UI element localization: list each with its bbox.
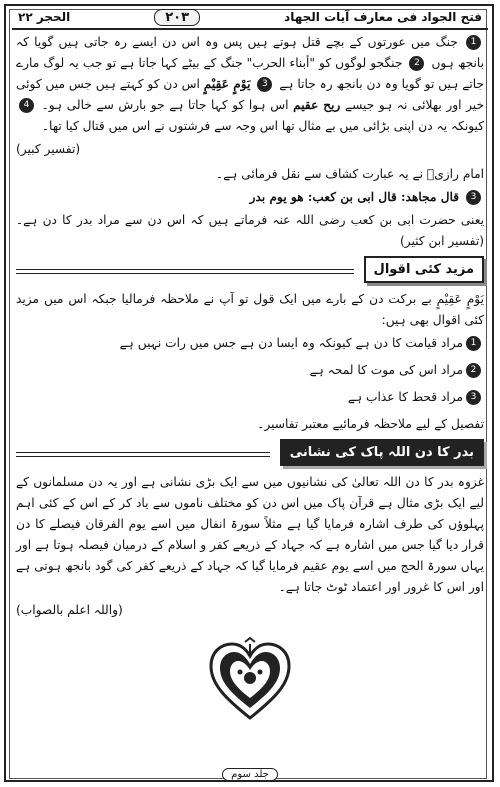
section2-closing: (واللہ اعلم بالصواب) bbox=[16, 603, 123, 617]
reeh-aqeem-term: ريح عقيم bbox=[293, 98, 341, 112]
arabic-quote: قال مجاهد: قال ابی بن کعب: هو یوم بدر bbox=[249, 190, 460, 204]
surah-label: الحجر ۲۲ bbox=[18, 10, 71, 24]
number-badge: 3 bbox=[466, 190, 481, 205]
razi-line: امام رازیؒ نے یہ عبارت کشاف سے نقل فرمائی ہے۔ bbox=[215, 167, 484, 181]
section1-intro: يَوْمٍ عَقِيْمٍ بے برکت دن کے بارے میں ایک قول تو آپ نے ملاحظہ فرمالیا جبکہ اس میں مزید کئی اقوال بھی ہیں: bbox=[16, 292, 484, 327]
page-number: ۲۰۳ bbox=[154, 9, 200, 26]
page-content bbox=[16, 32, 484, 625]
intro-line-1: جنگ میں عورتوں کے بچے قتل ہوتے ہیں پس وہ اس دن ایسے رہ جاتی ہیں گویا کہ بانجھ ہوں bbox=[16, 35, 484, 70]
list-item bbox=[16, 387, 484, 408]
list-item-text: مراد اس کی موت کا لمحہ ہے bbox=[309, 363, 463, 377]
number-badge: 2 bbox=[466, 363, 481, 378]
section-heading-badr: بدر کا دن اللہ پاک کی نشانی bbox=[280, 439, 484, 466]
intro-line-2: جنگجو لوگوں کو "أبناء الحرب" جنگ کے بیٹے کہا جاتا ہے تو جب یہ لوگ مارے جاتے ہیں تو گویا وہ دن بانجھ رہ جاتا ہے bbox=[16, 56, 484, 91]
intro-paragraph bbox=[16, 32, 484, 137]
yawm-aqeem-term: يَوْمٍ عَقِيْمٍ bbox=[203, 77, 251, 91]
razi-translation: یعنی حضرت ابی بن کعب رضی اللہ عنہ فرماتے ہیں کہ اس دن سے مراد بدر کا دن ہے۔(تفسیر ابن کثیر) bbox=[16, 213, 484, 248]
list-item-text: مراد قحط کا عذاب ہے bbox=[347, 390, 463, 404]
section2-paragraph: غزوہ بدر کا دن اللہ تعالیٰ کی نشانیوں میں سے ایک بڑی نشانی ہے اور یہ دن مسلمانوں کے لیے ایک بڑی مثال ہے قرآن پاک میں اس دن کو مختلف ناموں سے یاد کر کے اس کے کئی اہم پہلوؤں کی طرف اشارہ فرمایا گیا ہے مثلاً سورۃ انفال میں اسے یوم الفرقان فیصلے کا دن قرار دیا گیا جس میں اشارہ ہے کہ جہاد کے ذریعے کفر و اسلام کے درمیان فیصلہ ہوتا ہے اور یہاں سورۃ الحج میں اسے یوم عقیم فرمایا گیا کہ جہاد کے ذریعے کفر کی گود بانجھ ہوتی ہے اور اس کا غرور اور اعتماد ٹوٹ جاتا ہے۔ bbox=[15, 475, 484, 594]
number-badge: 1 bbox=[466, 35, 481, 50]
intro-reference: (تفسیر کبیر) bbox=[16, 142, 81, 156]
razi-arabic-line bbox=[16, 187, 484, 208]
section1-closing: تفصیل کے لیے ملاحظہ فرمائیے معتبر تفاسیر۔ bbox=[257, 417, 484, 431]
heart-ornament-icon bbox=[205, 636, 295, 726]
number-badge: 3 bbox=[466, 390, 481, 405]
page-header bbox=[12, 6, 488, 30]
number-badge: 3 bbox=[257, 77, 272, 92]
list-item-text: مراد قیامت کا دن ہے کیونکہ وہ ایسا دن ہے جس میں رات نہیں ہے bbox=[119, 336, 463, 350]
list-item bbox=[16, 360, 484, 381]
section-heading-row bbox=[16, 439, 484, 466]
section-heading-more-sayings: مزید کئی اقوال bbox=[364, 256, 484, 283]
heading-rule bbox=[16, 269, 354, 270]
section-heading-row bbox=[16, 256, 484, 283]
volume-label: جلد سوم bbox=[222, 768, 278, 781]
intro-line-3: اس دن کو کہتے ہیں جس میں کوئی خیر اور بھلائی نہ ہو جیسے bbox=[15, 77, 485, 112]
number-badge: 1 bbox=[466, 336, 481, 351]
number-badge: 2 bbox=[409, 56, 424, 71]
intro-line-4: اس ہوا کو کہا جاتا ہے جو بارش سے خالی ہو۔ bbox=[41, 98, 289, 112]
book-title: فتح الجواد فی معارف آیات الجهاد bbox=[284, 10, 482, 24]
number-badge: 4 bbox=[19, 98, 34, 113]
intro-line-5: کیونکہ یہ دن اپنی بڑائی میں بے مثال تھا اس وجہ سے فرشتوں نے اس میں قتال کیا تھا۔ bbox=[41, 119, 484, 133]
list-item bbox=[16, 333, 484, 354]
heading-rule bbox=[16, 452, 270, 453]
page-footer bbox=[0, 762, 500, 781]
